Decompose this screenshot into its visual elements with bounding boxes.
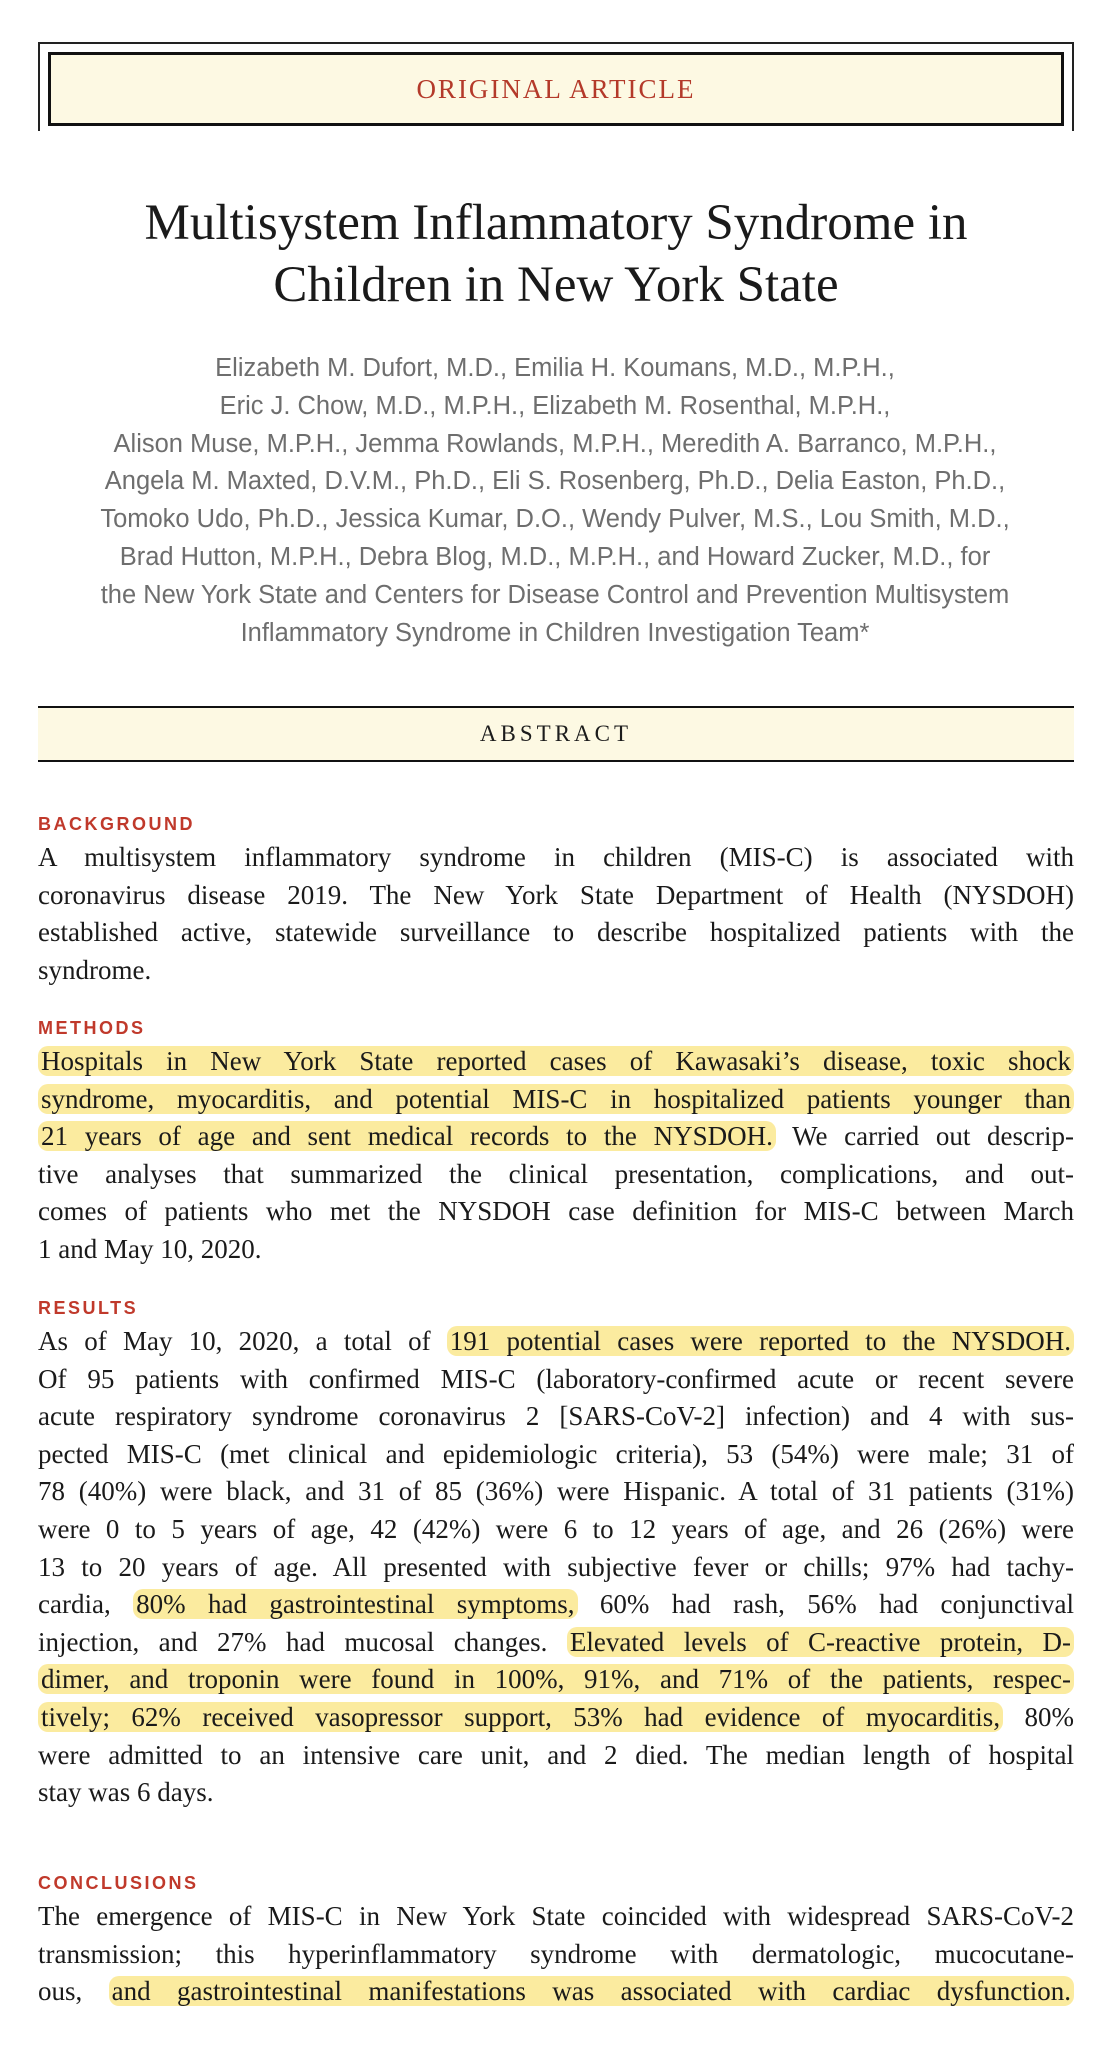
author-list bbox=[30, 350, 1080, 652]
text-line bbox=[38, 1624, 1074, 1662]
highlight: and gastrointestinal manifestations was associated with cardiac dysfunction. bbox=[109, 1976, 1074, 2006]
text-line: Of 95 patients with confirmed MIS-C (laboratory-confirmed acute or recent severe bbox=[38, 1363, 1074, 1394]
text-line: tive analyses that summarized the clinical presentation, complications, and out- bbox=[38, 1158, 1074, 1189]
author-line: Eric J. Chow, M.D., M.P.H., Elizabeth M. Rosenthal, M.P.H., bbox=[219, 391, 891, 420]
conclusions-text bbox=[38, 1898, 1074, 2011]
abstract-label: ABSTRACT bbox=[479, 721, 633, 746]
highlight: dimer, and troponin were found in 100%, 91%, and 71% of the patients, respec- bbox=[38, 1664, 1074, 1694]
text-line: coronavirus disease 2019. The New York State Department of Health (NYSDOH) bbox=[38, 879, 1074, 910]
results-heading: RESULTS bbox=[38, 1298, 139, 1318]
highlight: Elevated levels of C-reactive protein, D- bbox=[567, 1627, 1074, 1657]
author-line: the New York State and Centers for Disease Control and Prevention Multisystem bbox=[100, 580, 1010, 609]
text-run: cardia, bbox=[38, 1589, 134, 1620]
text-line: stay was 6 days. bbox=[38, 1777, 214, 1808]
text-line: A multisystem inflammatory syndrome in children (MIS-C) is associated with bbox=[38, 842, 1074, 872]
methods-heading: METHODS bbox=[38, 1018, 146, 1038]
text-line bbox=[38, 1118, 1074, 1156]
highlight: 191 potential cases were reported to the NYSDOH. bbox=[447, 1326, 1074, 1356]
results-text bbox=[38, 1323, 1074, 1812]
text-line bbox=[38, 1043, 1074, 1081]
author-line: Angela M. Maxted, D.V.M., Ph.D., Eli S. Rosenberg, Ph.D., Delia Easton, Ph.D., bbox=[104, 467, 1006, 496]
text-line: acute respiratory syndrome coronavirus 2 [SARS-CoV-2] infection) and 4 with sus- bbox=[38, 1401, 1074, 1432]
text-line: The emergence of MIS-C in New York State coincided with widespread SARS-CoV-2 bbox=[38, 1901, 1074, 1931]
text-run: ous, bbox=[38, 1976, 109, 2007]
author-line: Inflammatory Syndrome in Children Investigation Team* bbox=[240, 618, 870, 647]
highlight: syndrome, myocarditis, and potential MIS-C in hospitalized patients younger than bbox=[38, 1084, 1074, 1114]
text-line: comes of patients who met the NYSDOH case definition for MIS-C between March bbox=[38, 1196, 1074, 1227]
highlight: 80% had gastrointestinal symptoms, bbox=[133, 1589, 577, 1619]
author-line: Alison Muse, M.P.H., Jemma Rowlands, M.P.H., Meredith A. Barranco, M.P.H., bbox=[113, 429, 997, 458]
text-line: were admitted to an intensive care unit, and 2 died. The median length of hospital bbox=[38, 1739, 1074, 1770]
author-line: Tomoko Udo, Ph.D., Jessica Kumar, D.O., Wendy Pulver, M.S., Lou Smith, M.D., bbox=[100, 505, 1010, 534]
text-line bbox=[38, 1586, 1074, 1624]
text-run: 80% bbox=[1003, 1701, 1074, 1732]
text-line: were 0 to 5 years of age, 42 (42%) were 6 to 12 years of age, and 26 (26%) were bbox=[38, 1513, 1074, 1544]
text-run: We carried out descrip- bbox=[775, 1121, 1075, 1152]
text-line bbox=[38, 1661, 1074, 1699]
abstract-header bbox=[38, 706, 1074, 762]
text-line: 1 and May 10, 2020. bbox=[38, 1233, 262, 1264]
text-line: syndrome. bbox=[38, 954, 152, 985]
text-run: As of May 10, 2020, a total of bbox=[38, 1326, 447, 1356]
text-line: 13 to 20 years of age. All presented with subjective fever or chills; 97% had tachy- bbox=[38, 1551, 1074, 1582]
author-line: Elizabeth M. Dufort, M.D., Emilia H. Koumans, M.D., M.P.H., bbox=[215, 354, 895, 382]
highlight: 21 years of age and sent medical records to the NYSDOH. bbox=[38, 1121, 776, 1151]
methods-text bbox=[38, 1043, 1074, 1269]
highlight: Hospitals in New York State reported cases of Kawasaki’s disease, toxic shock bbox=[38, 1046, 1074, 1076]
title-line: Children in New York State bbox=[273, 257, 839, 313]
article-type-label: ORIGINAL ARTICLE bbox=[416, 73, 696, 104]
article-type-banner bbox=[48, 52, 1064, 126]
text-line bbox=[38, 1323, 1074, 1361]
author-line: Brad Hutton, M.P.H., Debra Blog, M.D., M.P.H., and Howard Zucker, M.D., for bbox=[119, 542, 991, 571]
text-line bbox=[38, 1699, 1074, 1737]
conclusions-heading: CONCLUSIONS bbox=[38, 1873, 199, 1893]
background-heading: BACKGROUND bbox=[38, 814, 195, 834]
text-line: established active, statewide surveillance to describe hospitalized patients with the bbox=[38, 917, 1074, 948]
text-line bbox=[38, 1973, 1074, 2011]
title-line: Multisystem Inflammatory Syndrome in bbox=[144, 195, 968, 251]
background-text bbox=[38, 839, 1074, 989]
text-line: transmission; this hyperinflammatory syndrome with dermatologic, mucocutane- bbox=[38, 1938, 1074, 1969]
highlight: tively; 62% received vasopressor support, 53% had evidence of myocarditis, bbox=[38, 1702, 1003, 1732]
text-line bbox=[38, 1081, 1074, 1119]
text-line: 78 (40%) were black, and 31 of 85 (36%) were Hispanic. A total of 31 patients (31%) bbox=[38, 1476, 1074, 1507]
article-title bbox=[40, 192, 1072, 316]
text-line: pected MIS-C (met clinical and epidemiologic criteria), 53 (54%) were male; 31 of bbox=[38, 1438, 1074, 1469]
text-run: 60% had rash, 56% had conjunctival bbox=[577, 1589, 1075, 1620]
text-run: injection, and 27% had mucosal changes. bbox=[38, 1626, 567, 1657]
